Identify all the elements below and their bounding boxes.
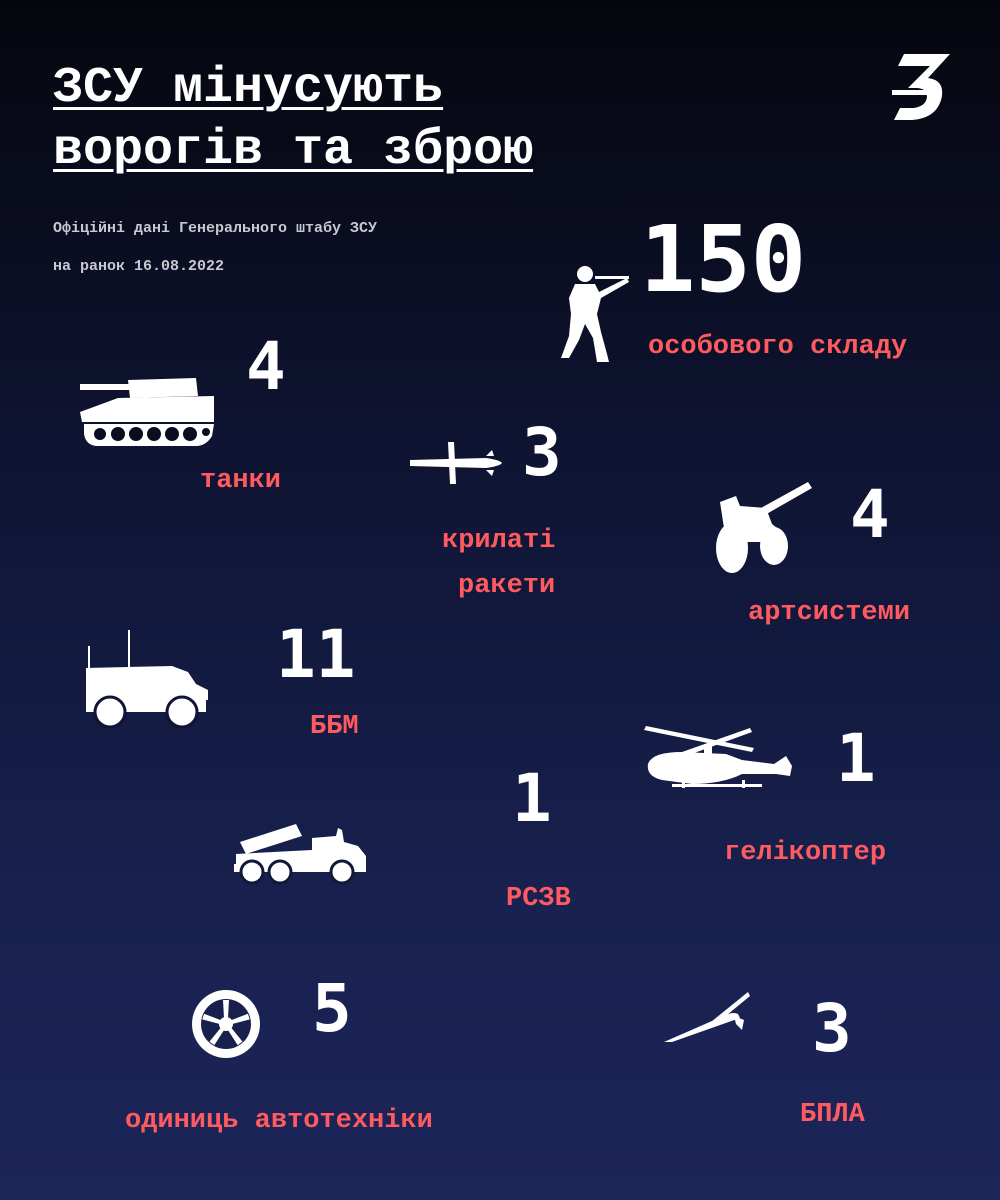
artillery-count: 4 [850, 476, 890, 553]
mlrs-truck-icon [232, 820, 370, 886]
artillery-icon [710, 478, 814, 576]
missiles-label-line-1: крилаті [442, 526, 556, 556]
page-title [53, 58, 533, 182]
armored-vehicle-icon [84, 630, 212, 730]
uav-count: 3 [812, 990, 852, 1067]
wheel-icon [190, 988, 262, 1060]
apv-count: 11 [276, 616, 356, 693]
tanks-label: танки [200, 466, 282, 496]
missiles-count: 3 [522, 414, 562, 491]
source-line-1: Офіційні дані Генерального штабу ЗСУ [53, 220, 378, 237]
vehicles-label: одиниць автотехніки [125, 1106, 433, 1136]
vehicles-count: 5 [312, 970, 352, 1047]
missiles-label-line-2: ракети [458, 571, 556, 601]
apv-label: ББМ [310, 712, 359, 742]
source-line-2: на ранок 16.08.2022 [53, 258, 225, 275]
title-line-1: ЗСУ мінусують [53, 60, 444, 117]
title-line-2: ворогів та зброю [53, 122, 534, 179]
mlrs-count: 1 [512, 760, 552, 837]
personnel-label: особового складу [648, 332, 908, 362]
brand-logo [890, 48, 954, 124]
tanks-count: 4 [246, 328, 286, 405]
helicopter-count: 1 [836, 720, 876, 797]
missile-icon [408, 440, 504, 486]
mlrs-label: РСЗВ [506, 884, 571, 914]
tank-icon [78, 376, 218, 450]
helicopter-icon [642, 722, 798, 796]
soldier-icon [555, 262, 635, 364]
drone-icon [660, 990, 752, 1046]
personnel-count: 150 [640, 206, 807, 313]
helicopter-label: гелікоптер [724, 838, 887, 868]
artillery-label: артсистеми [748, 598, 911, 628]
uav-label: БПЛА [800, 1100, 865, 1130]
